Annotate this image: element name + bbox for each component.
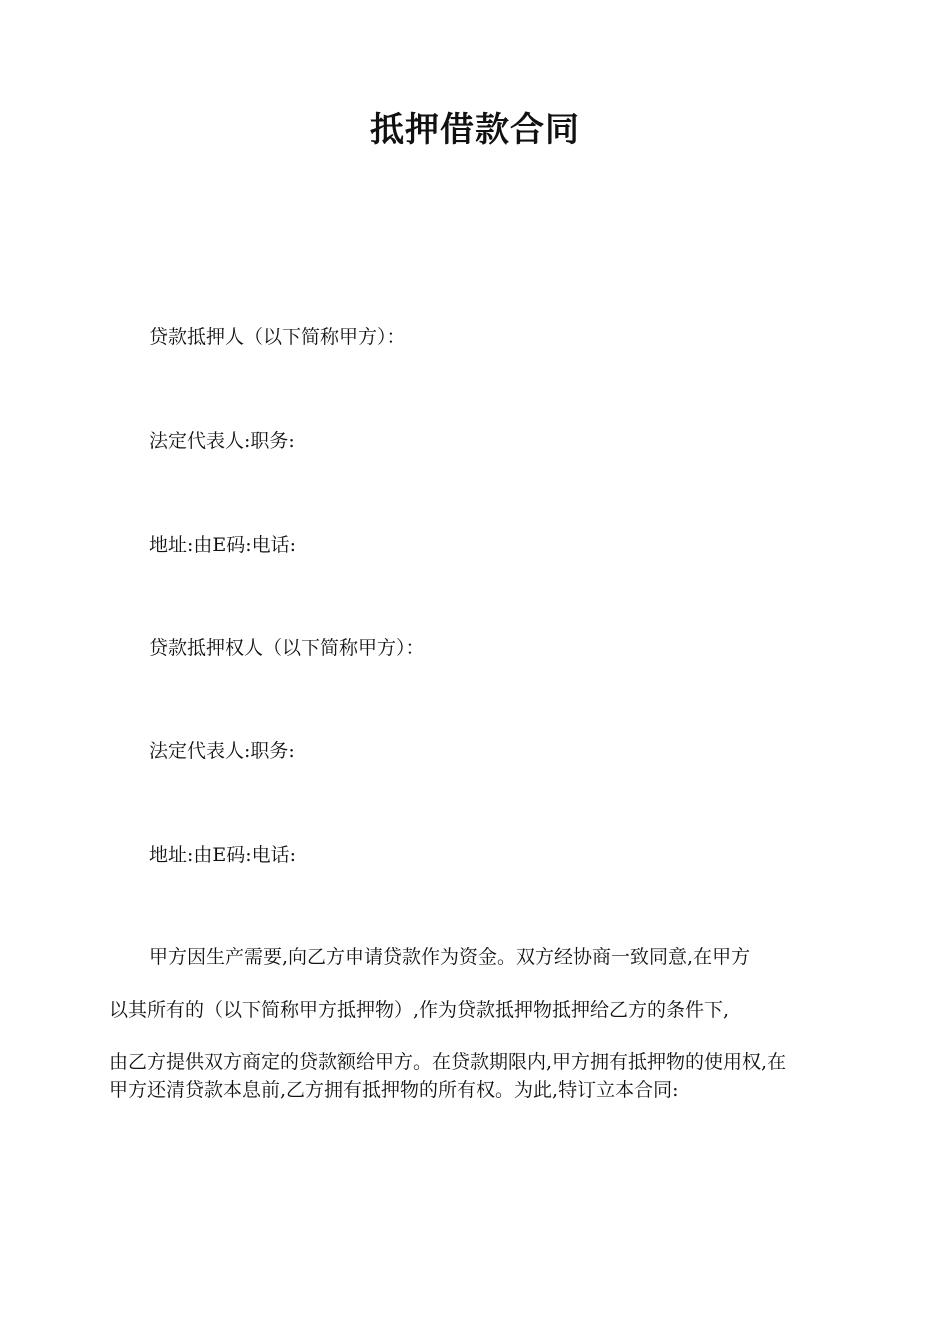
party-a-address: 地址:由E码:电话: — [149, 534, 297, 556]
party-b-representative: 法定代表人:职务: — [149, 740, 295, 762]
body-line-3: 由乙方提供双方商定的贷款额给甲方。在贷款期限内,甲方拥有抵押物的使用权,在 — [109, 1051, 787, 1073]
party-a-representative: 法定代表人:职务: — [149, 430, 295, 452]
body-line-2: 以其所有的（以下简称甲方抵押物）,作为贷款抵押物抵押给乙方的条件下, — [109, 999, 730, 1021]
party-b-address: 地址:由E码:电话: — [149, 844, 297, 866]
document-title: 抵押借款合同 — [370, 110, 580, 150]
party-b-heading: 贷款抵押权人（以下简称甲方）： — [149, 637, 425, 659]
body-line-4: 甲方还清贷款本息前,乙方拥有抵押物的所有权。为此,特订立本合同: — [109, 1079, 679, 1101]
body-paragraph — [109, 1048, 844, 1104]
party-a-heading: 贷款抵押人（以下简称甲方）： — [149, 326, 406, 348]
body-line-1: 甲方因生产需要,向乙方申请贷款作为资金。双方经协商一致同意,在甲方 — [149, 946, 751, 968]
